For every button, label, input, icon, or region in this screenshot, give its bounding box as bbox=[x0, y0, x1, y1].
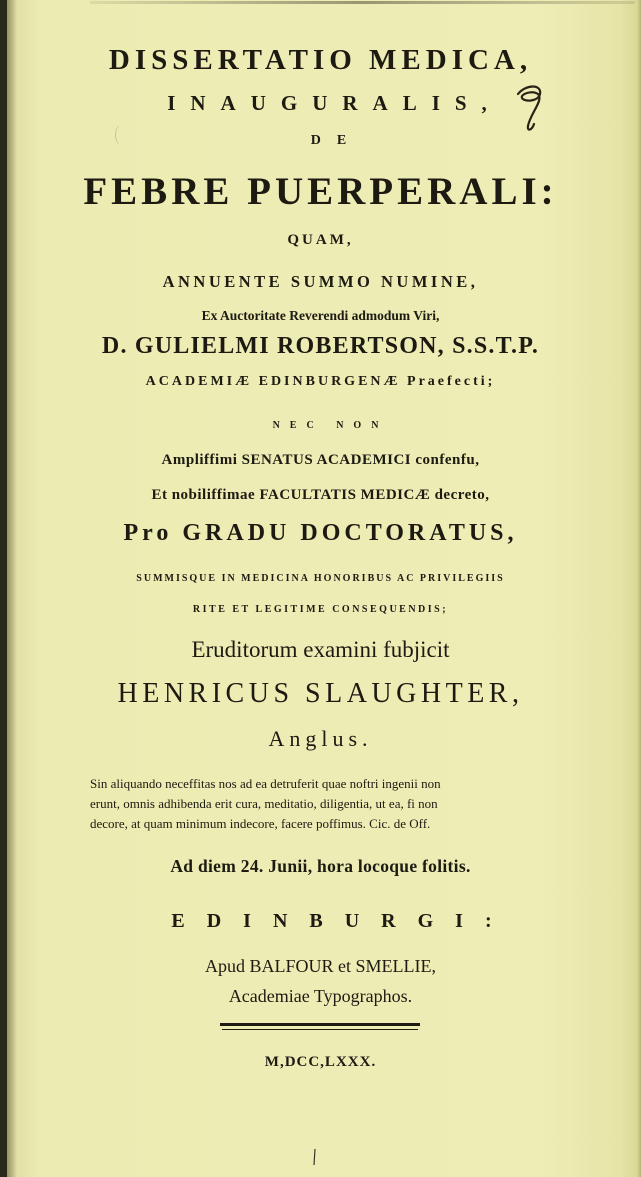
place-line: EDINBURGI: bbox=[171, 910, 514, 932]
robertson-line: D. GULIELMI ROBERTSON, S.S.T.P. bbox=[101, 333, 540, 359]
pen-mark-icon bbox=[312, 1148, 318, 1166]
consequendis-line: RITE ET LEGITIME CONSEQUENDIS; bbox=[192, 604, 449, 615]
author-name: HENRICUS SLAUGHTER, bbox=[117, 678, 524, 709]
epigraph-line: decore, at quam minimum indecore, facere poffimus. Cic. de Off. bbox=[90, 816, 431, 831]
academiae-line: ACADEMIÆ EDINBURGENÆ Praefecti; bbox=[145, 374, 496, 389]
title-febre-puerperali: FEBRE PUERPERALI: bbox=[83, 170, 558, 213]
quam-line: QUAM, bbox=[287, 232, 354, 248]
eruditorum-line: Eruditorum examini fubjicit bbox=[191, 637, 450, 662]
epigraph-line: erunt, omnis adhibenda erit cura, meditatio, diligentia, ut ea, fi non bbox=[90, 796, 438, 811]
senatus-line: Ampliffimi SENATUS ACADEMICI confenfu, bbox=[161, 452, 480, 468]
nec-non-line: NEC NON bbox=[272, 420, 389, 431]
page-edge-mark bbox=[90, 1, 635, 4]
honoribus-line: SUMMISQUE IN MEDICINA HONORIBUS AC PRIVILEGIIS bbox=[136, 573, 505, 584]
epigraph-line: Sin aliquando neceffitas nos ad ea detruferit quae noftri ingenii non bbox=[90, 776, 441, 791]
facultatis-line: Et nobiliffimae FACULTATIS MEDICÆ decreto, bbox=[151, 487, 490, 503]
annuente-line: ANNUENTE SUMMO NUMINE, bbox=[162, 272, 479, 291]
date-line: Ad diem 24. Junii, hora locoque folitis. bbox=[170, 856, 471, 876]
ornamental-rule bbox=[220, 1023, 420, 1026]
title-inauguralis: INAUGURALIS, bbox=[167, 91, 502, 115]
auctoritate-line: Ex Auctoritate Reverendi admodum Viri, bbox=[201, 308, 440, 323]
typographos-line: Academiae Typographos. bbox=[228, 986, 413, 1006]
author-origin: Anglus. bbox=[268, 726, 373, 751]
epigraph-quote bbox=[90, 774, 610, 834]
printer-line: Apud BALFOUR et SMELLIE, bbox=[205, 956, 436, 976]
handwritten-mark-icon bbox=[510, 80, 546, 134]
ornamental-rule-thin bbox=[222, 1029, 418, 1030]
title-de: DE bbox=[310, 133, 363, 148]
title-dissertatio-medica: DISSERTATIO MEDICA, bbox=[108, 44, 533, 76]
publication-year: M,DCC,LXXX. bbox=[264, 1054, 377, 1070]
gradu-doctoratus-line: Pro GRADU DOCTORATUS, bbox=[123, 520, 518, 546]
